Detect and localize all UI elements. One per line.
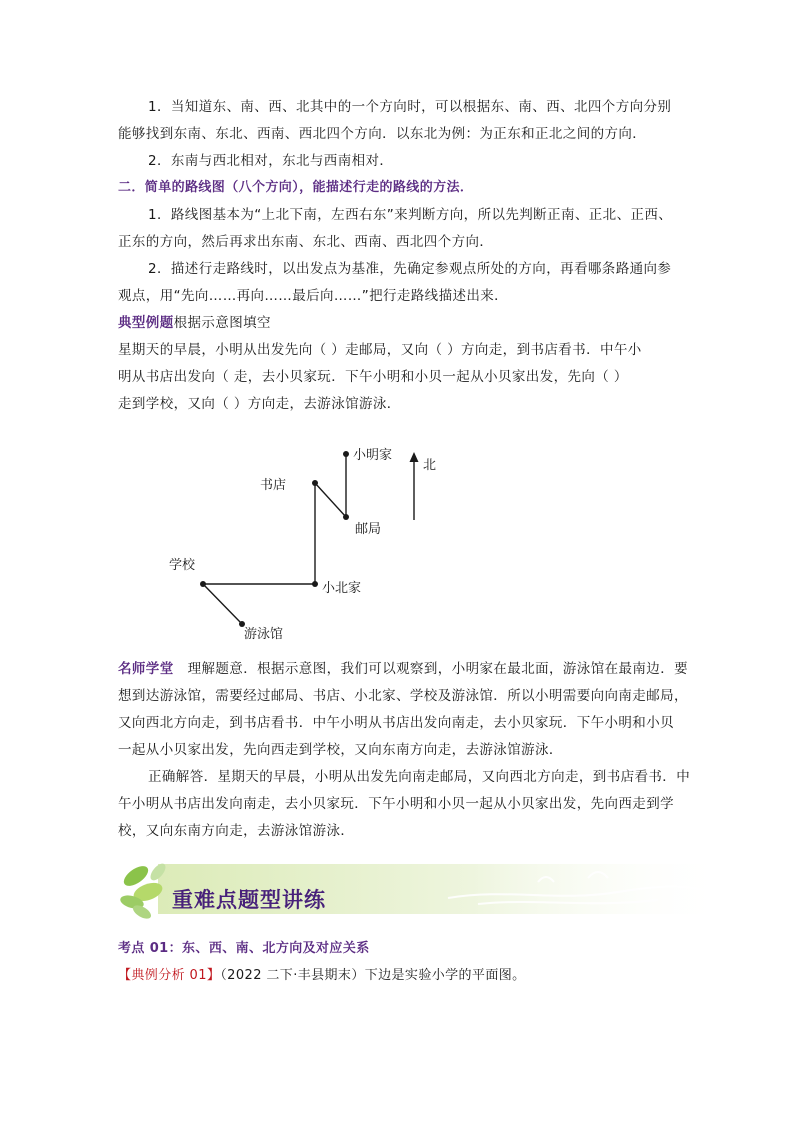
teacher-line-4: 一起从小贝家出发，先向西走到学校，又向东南方向走，去游泳馆游泳． [118, 742, 563, 758]
label-north: 北 [423, 458, 437, 473]
example-line-3: 走到学校，又向（ ）方向走，去游泳馆游泳． [118, 396, 401, 412]
example-line-2: 明从书店出发向（ 走，去小贝家玩．下午小明和小贝一起从小贝家出发，先向（ ） [118, 369, 628, 385]
point-1-line-1: 1．当知道东、南、西、北其中的一个方向时，可以根据东、南、西、北四个方向分别 [148, 99, 672, 115]
label-post-office: 邮局 [355, 522, 382, 537]
label-school: 学校 [169, 558, 196, 573]
point-school [200, 581, 206, 587]
path-school-to-pool [203, 584, 242, 624]
route-point-2-line-1: 2．描述行走路线时，以出发点为基准，先确定参观点所处的方向，再看哪条路通向参 [148, 261, 672, 277]
example-analysis-text: （2022 二下·丰县期末）下边是实验小学的平面图。 [220, 968, 526, 983]
example-label: 典型例题 [118, 315, 174, 331]
route-point-1-line-1: 1．路线图基本为“上北下南，左西右东”来判断方向，所以先判断正南、正北、正西、 [148, 207, 673, 223]
route-diagram [150, 430, 470, 650]
example-line-1: 星期天的早晨，小明从出发先向（ ）走邮局，又向（ ）方向走，到书店看书．中午小 [118, 342, 642, 358]
answer-line-1: 正确解答．星期天的早晨，小明从出发先向南走邮局，又向西北方向走，到书店看书．中 [148, 769, 691, 785]
teacher-label: 名师学堂 [118, 661, 174, 677]
label-swimming-pool: 游泳馆 [244, 627, 284, 642]
banner-title: 重难点题型讲练 [172, 888, 326, 912]
point-xiaoming-home [343, 451, 349, 457]
north-arrow-head [410, 452, 419, 462]
route-point-2-line-2: 观点，用“先向……再向……最后向……”把行走路线描述出来． [118, 288, 509, 304]
route-paths [203, 454, 414, 624]
teacher-line-1 [118, 661, 688, 677]
answer-line-2: 午小明从书店出发向南走，去小贝家玩．下午小明和小贝一起从小贝家出发，先向西走到学 [118, 796, 674, 812]
teacher-line-2: 想到达游泳馆，需要经过邮局、书店、小北家、学校及游泳馆．所以小明需要向向南走邮局， [118, 688, 688, 704]
point-1-line-2: 能够找到东南、东北、西南、西北四个方向．以东北为例：为正东和正北之间的方向． [118, 126, 647, 142]
path-post-to-bookstore [315, 483, 346, 517]
point-bookstore [312, 480, 318, 486]
label-xiaobei-home: 小北家 [322, 581, 362, 596]
label-xiaoming-home: 小明家 [353, 448, 393, 463]
route-point-1-line-2: 正东的方向，然后再求出东南、东北、西南、西北四个方向． [118, 234, 494, 250]
section-2-heading: 二．简单的路线图（八个方向），能描述行走的路线的方法． [118, 180, 474, 195]
point-2: 2．东南与西北相对，东北与西南相对． [148, 153, 394, 169]
example-instruction: 根据示意图填空 [173, 315, 271, 331]
label-bookstore: 书店 [260, 478, 287, 493]
answer-line-3: 校，又向东南方向走，去游泳馆游泳． [118, 823, 355, 839]
example-analysis-tag: 【典例分析 01】 [118, 968, 221, 983]
example-analysis-line [118, 968, 526, 984]
example-heading [118, 315, 271, 331]
point-xiaobei-home [312, 581, 318, 587]
teacher-line-3: 又向西北方向走，到书店看书．中午小明从书店出发向南走，去小贝家玩．下午小明和小贝 [118, 715, 674, 731]
kaodian-title: 考点 01：东、西、南、北方向及对应关系 [118, 941, 370, 956]
point-post-office [343, 514, 349, 520]
teacher-text-1: 理解题意．根据示意图，我们可以观察到，小明家在最北面，游泳馆在最南边．要 [187, 661, 689, 677]
